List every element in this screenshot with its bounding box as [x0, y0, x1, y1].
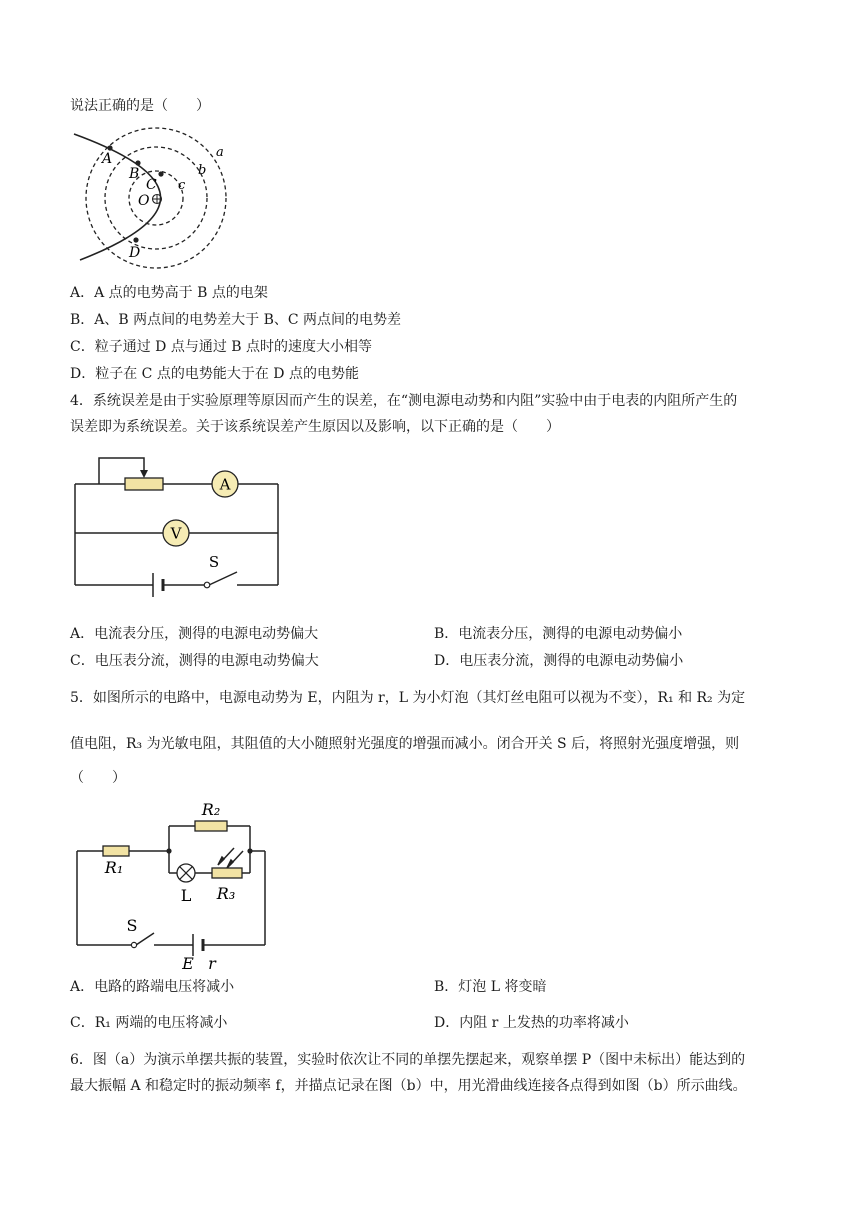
label-circle-c: c: [178, 178, 186, 193]
switch-label: S: [126, 916, 138, 935]
q4-stem-line2: 误差即为系统误差。关于该系统误差产生原因以及影响，以下正确的是（ ）: [70, 419, 560, 435]
light-arrows-icon: [218, 848, 243, 868]
q5-stem-line2: 值电阻，R₃ 为光敏电阻，其阻值的大小随照射光强度的增强而减小。闭合开关 S 后，将照射光强度增强，则: [70, 736, 740, 752]
q3-equipotential-figure: [66, 126, 236, 271]
label-a: A: [102, 151, 113, 167]
internal-resistance-label: r: [208, 954, 216, 973]
point-a-dot: [107, 145, 112, 150]
q5-stem-line3: （ ）: [70, 770, 126, 786]
switch-pivot: [204, 582, 210, 588]
q5-circuit-figure: [66, 793, 281, 973]
r3-label: R₃: [216, 884, 236, 903]
q6-stem-line1: 6．图（a）为演示单摆共振的装置，实验时依次让不同的单摆先摆起来，观察单摆 P（图中未标出）能达到的: [70, 1052, 746, 1068]
q3-option-c: C．粒子通过 D 点与通过 B 点时的速度大小相等: [70, 339, 373, 355]
q4-option-b: B．电流表分压，测得的电源电动势偏小: [434, 626, 683, 642]
r1: [103, 846, 129, 856]
q3-option-d: D．粒子在 C 点的电势能大于在 D 点的电势能: [70, 366, 359, 382]
r2: [195, 821, 227, 831]
rheostat-arrow-icon: [140, 470, 148, 478]
q6-stem-line2: 最大振幅 A 和稳定时的振动频率 f，并描点记录在图（b）中，用光滑曲线连接各点得到如图（b）所示曲线。: [70, 1078, 747, 1094]
point-d-dot: [133, 237, 138, 242]
switch-pivot: [131, 942, 136, 947]
label-d: D: [129, 245, 141, 261]
circle-a: [86, 128, 226, 268]
label-c: C: [146, 177, 157, 193]
q4-circuit-figure: [66, 450, 286, 610]
label-o: O: [138, 193, 150, 209]
voltmeter-label: V: [170, 524, 182, 543]
ammeter-label: A: [219, 475, 231, 494]
junction-right: [247, 848, 252, 853]
q3-stem-tail: 说法正确的是（ ）: [70, 98, 210, 114]
label-circle-a: a: [216, 145, 224, 160]
q5-stem-line1: 5．如图所示的电路中，电源电动势为 E，内阻为 r，L 为小灯泡（其灯丝电阻可以视为不变），R₁ 和 R₂ 为定: [70, 690, 746, 706]
r2-label: R₂: [201, 800, 221, 819]
q5-option-c: C．R₁ 两端的电压将减小: [70, 1015, 228, 1031]
label-b: B: [129, 166, 140, 182]
q5-option-a: A．电路的路端电压将减小: [70, 979, 235, 995]
label-circle-b: b: [198, 163, 207, 178]
q4-option-a: A．电流表分压，测得的电源电动势偏大: [70, 626, 319, 642]
rheostat: [125, 478, 163, 490]
lamp-label: L: [180, 886, 192, 905]
q4-stem-line1: 4．系统误差是由于实验原理等原因而产生的误差，在“测电源电动势和内阻”实验中由于电表的内阻所产生的: [70, 393, 738, 409]
q3-option-b: B．A、B 两点间的电势差大于 B、C 两点间的电势差: [70, 312, 402, 328]
r3: [212, 868, 242, 878]
r1-label: R₁: [104, 858, 124, 877]
switch-label: S: [208, 553, 220, 571]
circle-b: [105, 147, 207, 249]
q4-option-c: C．电压表分流，测得的电源电动势偏大: [70, 653, 319, 669]
point-c-dot: [158, 171, 163, 176]
q5-option-d: D．内阻 r 上发热的功率将减小: [434, 1015, 629, 1031]
q4-option-d: D．电压表分流，测得的电源电动势偏小: [434, 653, 684, 669]
point-b-dot: [135, 160, 140, 165]
emf-label: E: [182, 954, 194, 973]
junction-left: [166, 848, 171, 853]
q3-option-a: A．A 点的电势高于 B 点的电架: [70, 285, 268, 301]
q5-option-b: B．灯泡 L 将变暗: [434, 979, 547, 995]
